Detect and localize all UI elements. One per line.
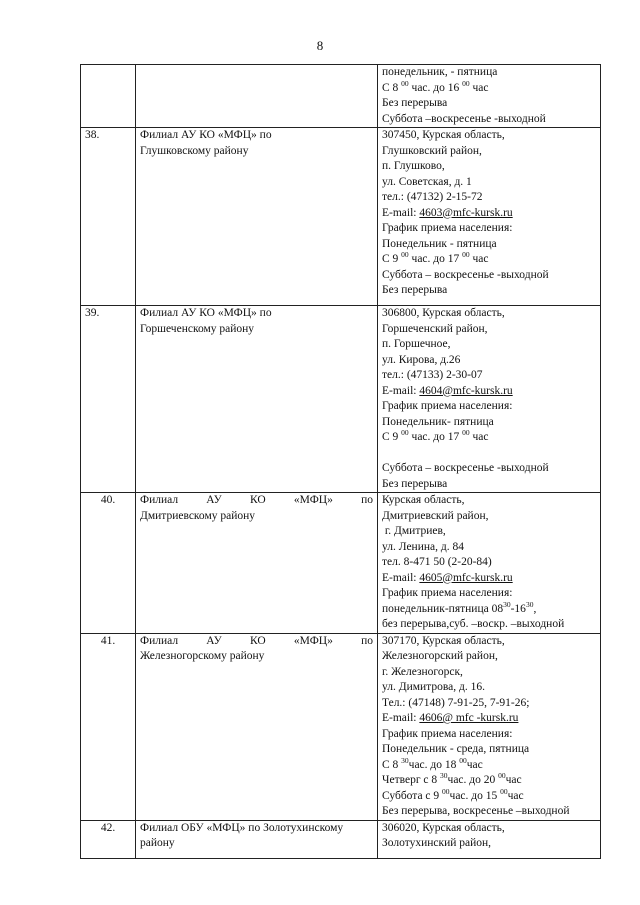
branch-name: Филиал АУ КО «МФЦ» по Железногорскому району [136, 633, 378, 820]
branch-name: Филиал АУ КО «МФЦ» по Глушковскому району [136, 128, 378, 306]
branch-details: 306020, Курская область, Золотухинский район, [378, 820, 601, 858]
row-number: 40. [81, 493, 136, 634]
table-row [81, 306, 601, 493]
branches-table [80, 64, 601, 859]
branch-details: 307450, Курская область, Глушковский район, п. Глушково, ул. Советская, д. 1 тел.: (47132) 2-15-72 E-mail: 4603@mfc-kursk.ru График приема населения: Понедельник - пятница С 9 $^{00}$ час. до 17 $^{00}$ час Суббота – воскресенье -выходной Без перерыва [378, 128, 601, 306]
table-row [81, 493, 601, 634]
email-link[interactable]: 4605@mfc-kursk.ru [419, 571, 513, 584]
page-number: 8 [316, 38, 324, 53]
table-row [81, 128, 601, 306]
branch-name: Филиал АУ КО «МФЦ» по Горшеченскому району [136, 306, 378, 493]
email-link[interactable]: 4603@mfc-kursk.ru [419, 206, 513, 219]
row-number: 38. [81, 128, 136, 306]
branch-details: 306800, Курская область, Горшеченский район, п. Горшечное, ул. Кирова, д.26 тел.: (47133) 2-30-07 E-mail: 4604@mfc-kursk.ru График приема населения: Понедельник- пятница С 9 $^{00}$ час. до 17 $^{00}$ час Суббота – воскресенье -выходной Без перерыва [378, 306, 601, 493]
branch-details: 307170, Курская область, Железногорский район, г. Железногорск, ул. Димитрова, д. 16. Тел.: (47148) 7-91-25, 7-91-26; E-mail: 4606@ mfc -kursk.ru График приема населения: Понедельник - среда, пятница С 8 $^{30}$час. до 18 $^{00}$час Четверг с 8 $^{30}$час. до 20 $^{00}$час Суббота с 9 $^{00}$час. до 15 $^{00}$час Без перерыва, воскресенье –выходной [378, 633, 601, 820]
schedule-cell: понедельник, - пятница С 8 $^{00}$ час. до 16 $^{00}$ час Без перерыва Суббота –воскресенье -выходной [378, 65, 601, 128]
branch-details: Курская область, Дмитриевский район, г. Дмитриев, ул. Ленина, д. 84 тел. 8-471 50 (2-20-84) E-mail: 4605@mfc-kursk.ru График приема населения: понедельник-пятница $08^{30}-16^{30}$, без перерыва,суб. –воскр. –выходной [378, 493, 601, 634]
row-number: 41. [81, 633, 136, 820]
branch-name: Филиал ОБУ «МФЦ» по Золотухинскому району [136, 820, 378, 858]
email-link[interactable]: 4604@mfc-kursk.ru [419, 384, 513, 397]
table-row [81, 65, 601, 128]
email-link[interactable]: 4606@ mfc -kursk.ru [419, 712, 519, 724]
table-row [81, 633, 601, 820]
row-number: 42. [81, 820, 136, 858]
table-row [81, 820, 601, 858]
row-number: 39. [81, 306, 136, 493]
branch-name: Филиал АУ КО «МФЦ» по Дмитриевскому району [136, 493, 378, 634]
